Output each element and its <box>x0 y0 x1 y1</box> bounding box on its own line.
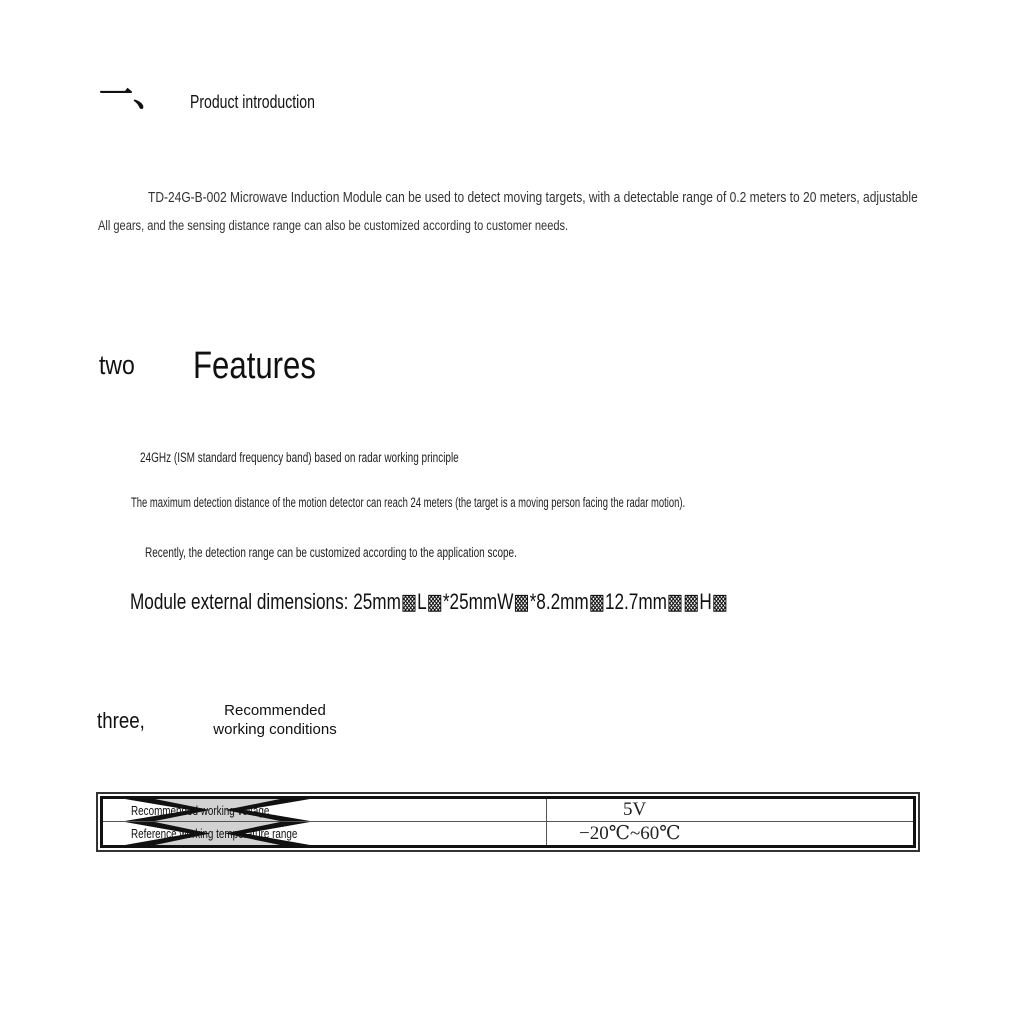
feature-dimensions-text: Module external dimensions: 25mm▩L▩*25mmW▩*8.2mm▩12.7mm▩▩H▩ <box>130 589 728 614</box>
section-number-3 <box>97 708 153 734</box>
feature-text: 24GHz (ISM standard frequency band) based on radar working principle <box>140 450 459 465</box>
section-title-features <box>193 345 343 388</box>
table-row <box>103 799 913 821</box>
feature-item-custom-range <box>145 545 648 560</box>
table-cell-label <box>103 799 547 821</box>
temperature-label: Reference working temperature range <box>131 826 298 841</box>
table-cell-value <box>547 799 913 821</box>
section-title-text: Product introduction <box>190 92 315 112</box>
intro-line-1-text: TD-24G-B-002 Microwave Induction Module can be used to detect moving targets, with a detectable range of 0.2 meters to 20 meters, adjustable <box>148 189 918 206</box>
working-conditions-table-body <box>100 796 916 848</box>
intro-paragraph-line-2 <box>98 218 671 233</box>
intro-line-2-text: All gears, and the sensing distance range can also be customized according to customer needs. <box>98 218 569 233</box>
table-cell-value <box>547 822 913 845</box>
section-number-3-text: three, <box>97 708 145 733</box>
intro-paragraph-line-1 <box>148 189 1024 206</box>
feature-item-dimensions <box>130 589 897 615</box>
temperature-value: −20℃~60℃ <box>579 823 681 844</box>
section-number-2 <box>99 350 141 381</box>
section-number-1: 一、 <box>99 76 167 114</box>
section-title-working-conditions: Recommended working conditions <box>213 702 337 738</box>
voltage-label: Recommended working voltage <box>131 802 270 818</box>
table-cell-label <box>103 822 547 845</box>
feature-item-max-distance <box>131 495 923 510</box>
section-number-2-text: two <box>99 350 135 380</box>
feature-item-frequency <box>140 450 571 465</box>
table-row <box>103 821 913 845</box>
section-title-features-text: Features <box>193 345 316 387</box>
feature-text: The maximum detection distance of the motion detector can reach 24 meters (the target is a moving person facing the radar motion). <box>131 495 686 510</box>
voltage-value: 5V <box>623 799 647 820</box>
feature-text: Recently, the detection range can be customized according to the application scope. <box>145 545 517 560</box>
section-title-product-introduction <box>190 92 350 113</box>
working-conditions-table <box>96 792 920 852</box>
